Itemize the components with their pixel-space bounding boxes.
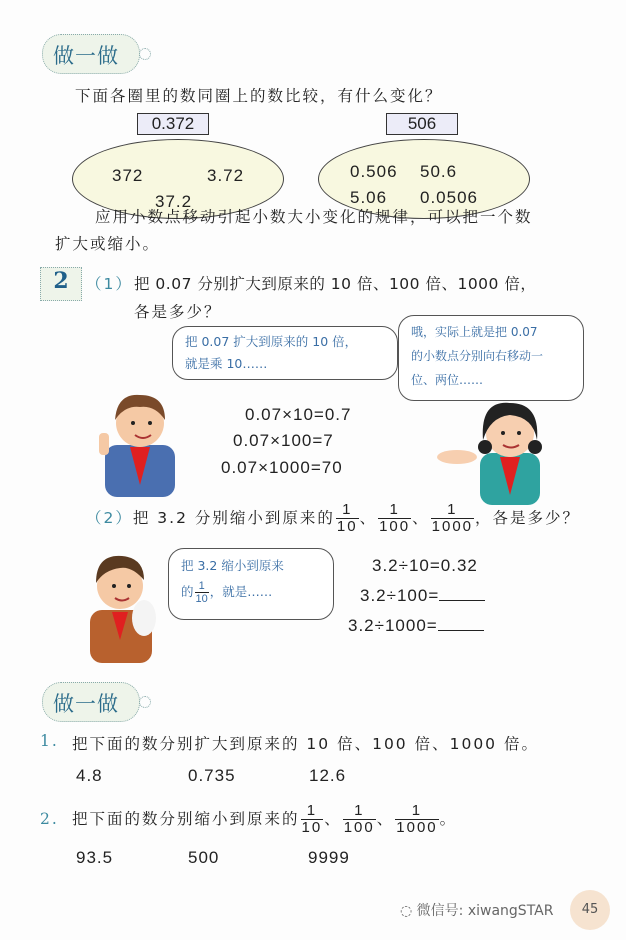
value: 0.735: [188, 766, 236, 785]
part2-line: [86, 502, 580, 535]
value: 500: [188, 848, 220, 867]
watermark: [400, 900, 553, 920]
denominator: 10: [195, 593, 208, 605]
equation: 0.07×100=7: [233, 431, 334, 450]
watermark-text: 微信号: xiwangSTAR: [416, 903, 554, 919]
circle-number: 5.06: [350, 188, 388, 207]
circle-number: 37.2: [155, 192, 193, 211]
question-text: 下面各圈里的数同圈上的数比较，有什么变化？: [75, 87, 443, 105]
numerator: 1: [342, 501, 353, 518]
numerator: 1: [354, 802, 365, 819]
value: 93.5: [76, 848, 114, 867]
answer-blank[interactable]: [438, 616, 484, 631]
speech-bubble-boy: [172, 326, 398, 380]
question-text: 把下面的数分别缩小到原来的: [72, 810, 300, 828]
girl-illustration: [435, 395, 547, 505]
speech-bubble-girl: [398, 315, 584, 401]
circle-number: 0.506: [350, 162, 398, 181]
numerator: 1: [389, 501, 400, 518]
circle-right-label: 506: [386, 113, 458, 135]
equation: 3.2÷10=0.32: [372, 556, 478, 575]
boy-thinking-illustration: [82, 548, 172, 663]
part-marker: （2）: [86, 509, 133, 527]
part2-text: 把 3.2 分别缩小到原来的: [132, 509, 335, 527]
numerator: 1: [306, 802, 318, 819]
paragraph: 扩大或缩小。: [55, 235, 161, 253]
equation-row: [348, 616, 484, 636]
boy-illustration: [95, 385, 185, 497]
equation: 0.07×1000=70: [221, 458, 343, 477]
denominator: 10: [301, 819, 323, 836]
numerator: 1: [447, 501, 458, 518]
value: 4.8: [76, 766, 103, 785]
tag-dot-icon: [139, 48, 151, 60]
fraction: [336, 502, 359, 535]
part1-text: 各是多少？: [134, 303, 222, 321]
question-number: 1.: [40, 732, 59, 750]
answer-blank[interactable]: [439, 586, 485, 601]
question-line: [72, 803, 457, 836]
bubble-post: ，就是……: [209, 584, 273, 599]
circle-number: 0.0506: [420, 188, 478, 207]
bubble-pre: 的: [181, 584, 194, 599]
part-marker: （1）: [86, 275, 133, 293]
example-number: 2: [40, 267, 82, 301]
denominator: 1000: [396, 819, 438, 836]
bubble-text: [181, 579, 321, 605]
tag-label: 做一做: [53, 44, 119, 68]
denominator: 1000: [431, 518, 474, 535]
bubble-text: 的小数点分别向右移动一: [411, 349, 544, 363]
question-number: 2.: [40, 810, 59, 828]
page-number: 45: [570, 890, 610, 930]
paragraph: 应用小数点移动引起小数大小变化的规律，可以把一个数: [95, 208, 533, 226]
speech-bubble-boy-2: [168, 548, 334, 620]
section-tag: [42, 34, 140, 74]
circle-number: 3.72: [207, 166, 245, 185]
denominator: 10: [336, 518, 358, 535]
bubble-text: 把 0.07 扩大到原来的 10 倍，: [185, 334, 358, 349]
section-tag: [42, 682, 140, 722]
circle-left-label: 0.372: [137, 113, 209, 135]
question-text: 把下面的数分别扩大到原来的 10 倍、100 倍、1000 倍。: [72, 735, 539, 753]
wechat-icon: ◌: [400, 903, 417, 919]
question-tail: 。: [439, 810, 458, 828]
tag-label: 做一做: [53, 692, 119, 716]
circle-number: 372: [112, 166, 144, 185]
circle-number: 50.6: [420, 162, 458, 181]
separator: 、: [359, 509, 378, 527]
bubble-text: 就是乘 10……: [185, 356, 268, 371]
denominator: 100: [343, 819, 375, 836]
bubble-text: 把 3.2 缩小到原来: [181, 558, 284, 573]
numerator: 1: [411, 802, 423, 819]
equation: 3.2÷100=: [360, 586, 440, 605]
value: 12.6: [309, 766, 347, 785]
separator: 、: [324, 810, 342, 828]
tag-dot-icon: [139, 696, 151, 708]
fraction: [395, 803, 438, 836]
equation: 3.2÷1000=: [348, 616, 438, 635]
separator: 、: [412, 509, 430, 527]
equation-row: [360, 586, 485, 606]
bubble-text: 位、两位……: [411, 373, 484, 387]
fraction: [343, 803, 376, 836]
bubble-text: 哦，实际上就是把 0.07: [411, 325, 538, 339]
fraction: [431, 502, 474, 535]
fraction: [301, 803, 324, 836]
numerator: 1: [198, 580, 205, 592]
part1-text: 把 0.07 分别扩大到原来的 10 倍、100 倍、1000 倍，: [134, 275, 537, 293]
denominator: 100: [379, 518, 411, 535]
fraction: [195, 580, 209, 605]
value: 9999: [308, 848, 350, 867]
equation: 0.07×10=0.7: [245, 405, 352, 424]
part2-tail: ，各是多少？: [475, 509, 581, 527]
separator: 、: [376, 810, 395, 828]
fraction: [378, 502, 411, 535]
